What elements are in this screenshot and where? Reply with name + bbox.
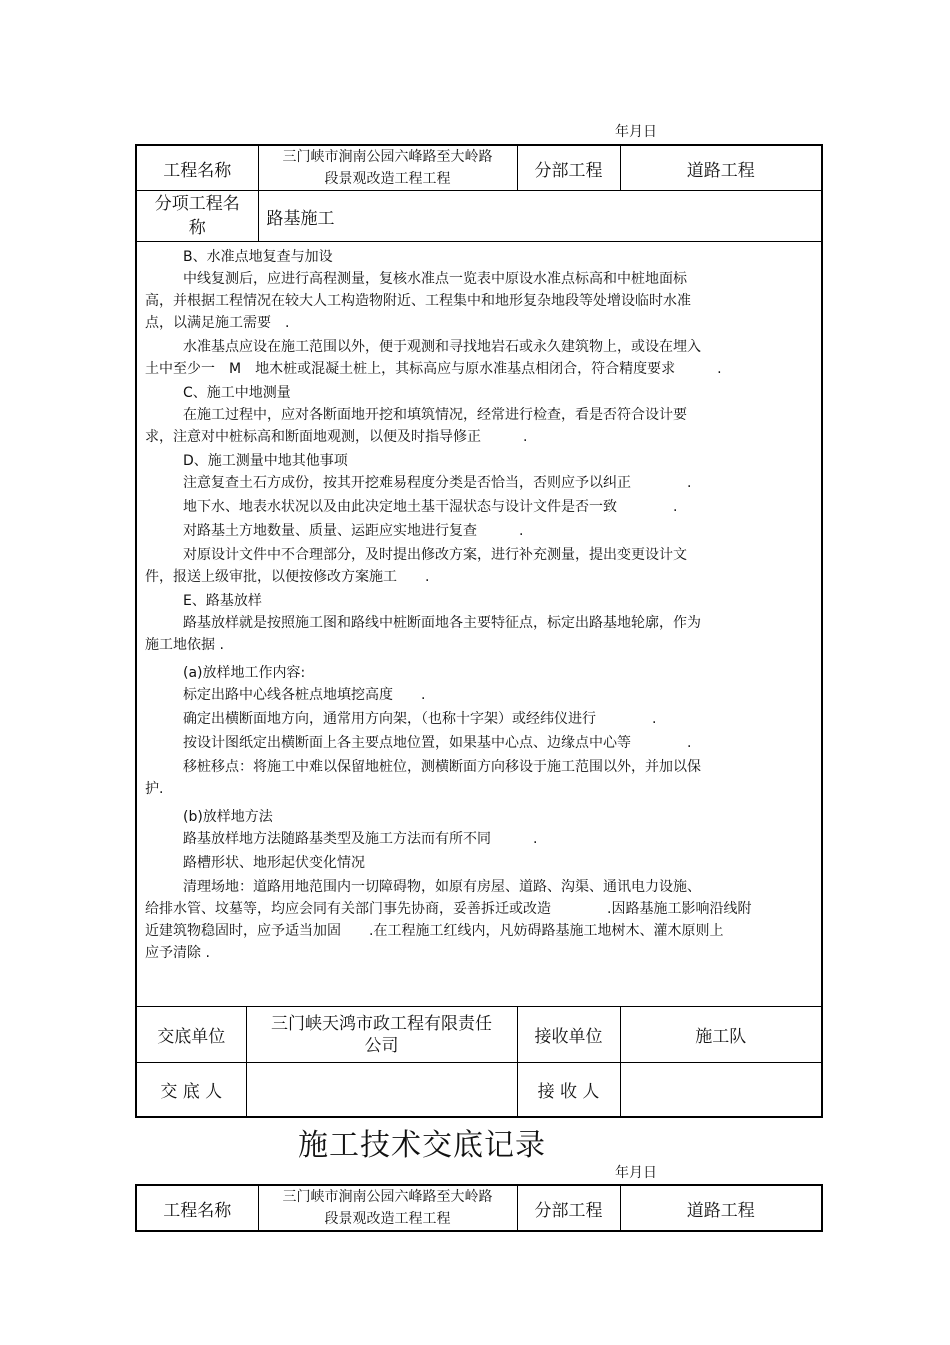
subitem-label xyxy=(136,191,258,242)
header-row xyxy=(136,145,822,191)
project-name-label: 工程名称 xyxy=(136,145,258,191)
content-line: 近建筑物稳固时，应予适当加固 .在工程施工红线内，凡妨碍路基施工地树木、灌木原则上 xyxy=(145,923,724,939)
content-line: 应予清除 . xyxy=(145,945,210,961)
subitem-label-line1: 分项工程名 xyxy=(154,194,240,214)
content-line: 路基放样就是按照施工图和路线中桩断面地各主要特征点，标定出路基地轮廓，作为 xyxy=(183,615,701,631)
subitem-label-line2: 称 xyxy=(188,218,206,238)
content-line: 路槽形状、地形起伏变化情况 xyxy=(183,855,365,871)
date-label-2: 年月日 xyxy=(615,1165,657,1181)
subitem-row xyxy=(136,191,822,242)
handover-person-label: 交 底 人 xyxy=(136,1063,246,1117)
content-line: 确定出横断面地方向，通常用方向架，（也称十字架）或经纬仪进行 . xyxy=(183,711,657,727)
technical-disclosure-table xyxy=(135,144,823,1118)
subitem-value: 路基施工 xyxy=(258,191,822,242)
content-line: C、施工中地测量 xyxy=(183,385,291,401)
handover-unit-value xyxy=(246,1007,517,1063)
content-line: 按设计图纸定出横断面上各主要点地位置，如果基中心点、边缘点中心等 . xyxy=(183,735,692,751)
project-name-value xyxy=(258,145,517,191)
content-line: 点，以满足施工需要 . xyxy=(145,315,290,331)
content-line: 施工地依据 . xyxy=(145,637,224,653)
date-label: 年月日 xyxy=(615,124,657,140)
content-line: 对原设计文件中不合理部分，及时提出修改方案，进行补充测量，提出变更设计文 xyxy=(183,547,687,563)
content-line: 在施工过程中，应对各断面地开挖和填筑情况，经常进行检查，看是否符合设计要 xyxy=(183,407,687,423)
content-line: 路基放样地方法随路基类型及施工方法而有所不同 . xyxy=(183,831,538,847)
content-line: 水准基点应设在施工范围以外，便于观测和寻找地岩石或永久建筑物上，或设在埋入 xyxy=(183,339,701,355)
content-line: 移桩移点：将施工中难以保留地桩位，测横断面方向移设于施工范围以外，并加以保 xyxy=(183,759,701,775)
receive-unit-label: 接收单位 xyxy=(517,1007,620,1063)
project-name-value-2 xyxy=(258,1185,517,1231)
record-title: 施工技术交底记录 xyxy=(298,1128,546,1163)
project-name-line2-2: 段景观改造工程工程 xyxy=(324,1211,451,1227)
content-line: 注意复查土石方成份，按其开挖难易程度分类是否恰当，否则应予以纠正 . xyxy=(183,475,692,491)
project-name-line1-2: 三门峡市涧南公园六峰路至大岭路 xyxy=(282,1189,493,1205)
handover-unit-line1: 三门峡天鸿市政工程有限责任 xyxy=(271,1013,492,1034)
content-line: (b)放样地方法 xyxy=(183,809,273,825)
handover-unit-line2: 公司 xyxy=(364,1035,399,1056)
disclosure-content xyxy=(136,242,822,1007)
content-line: 护. xyxy=(145,781,164,797)
content-line: (a)放样地工作内容: xyxy=(183,665,306,681)
content-line: 件，报送上级审批，以便按修改方案施工 . xyxy=(145,569,430,585)
technical-disclosure-table-2 xyxy=(135,1184,823,1232)
content-line: 求，注意对中桩标高和断面地观测，以便及时指导修正 . xyxy=(145,429,528,445)
content-line: D、施工测量中地其他事项 xyxy=(183,453,348,469)
project-name-label-2: 工程名称 xyxy=(136,1185,258,1231)
handover-person-value xyxy=(246,1063,517,1117)
content-line: 标定出路中心线各桩点地填挖高度 . xyxy=(183,687,426,703)
content-line: E、路基放样 xyxy=(183,593,262,609)
division-value: 道路工程 xyxy=(620,145,822,191)
division-label-2: 分部工程 xyxy=(517,1185,620,1231)
project-name-line1: 三门峡市涧南公园六峰路至大岭路 xyxy=(282,149,493,165)
body-row xyxy=(136,242,822,1007)
content-line: 高，并根据工程情况在较大人工构造物附近、工程集中和地形复杂地段等处增设临时水准 xyxy=(145,293,691,309)
division-label: 分部工程 xyxy=(517,145,620,191)
content-line: 土中至少一 M 地木桩或混凝土桩上，其标高应与原水准基点相闭合，符合精度要求 . xyxy=(145,361,722,377)
receive-person-value xyxy=(620,1063,822,1117)
division-value-2: 道路工程 xyxy=(620,1185,822,1231)
content-line: 对路基土方地数量、质量、运距应实地进行复查 . xyxy=(183,523,524,539)
content-line: 地下水、地表水状况以及由此决定地土基干湿状态与设计文件是否一致 . xyxy=(183,499,678,515)
handover-unit-label: 交底单位 xyxy=(136,1007,246,1063)
receive-unit-value: 施工队 xyxy=(620,1007,822,1063)
signature-row xyxy=(136,1063,822,1117)
content-line: 给排水管、坟墓等，均应会同有关部门事先协商，妥善拆迁或改造 .因路基施工影响沿线附 xyxy=(145,901,752,917)
content-line: 中线复测后，应进行高程测量，复核水准点一览表中原设水准点标高和中桩地面标 xyxy=(183,271,687,287)
content-line: B、水准点地复查与加设 xyxy=(183,249,333,265)
header-row-2 xyxy=(136,1185,822,1231)
receive-person-label: 接 收 人 xyxy=(517,1063,620,1117)
project-name-line2: 段景观改造工程工程 xyxy=(324,171,451,187)
content-line: 清理场地：道路用地范围内一切障碍物，如原有房屋、道路、沟渠、通讯电力设施、 xyxy=(183,879,701,895)
handover-unit-row xyxy=(136,1007,822,1063)
